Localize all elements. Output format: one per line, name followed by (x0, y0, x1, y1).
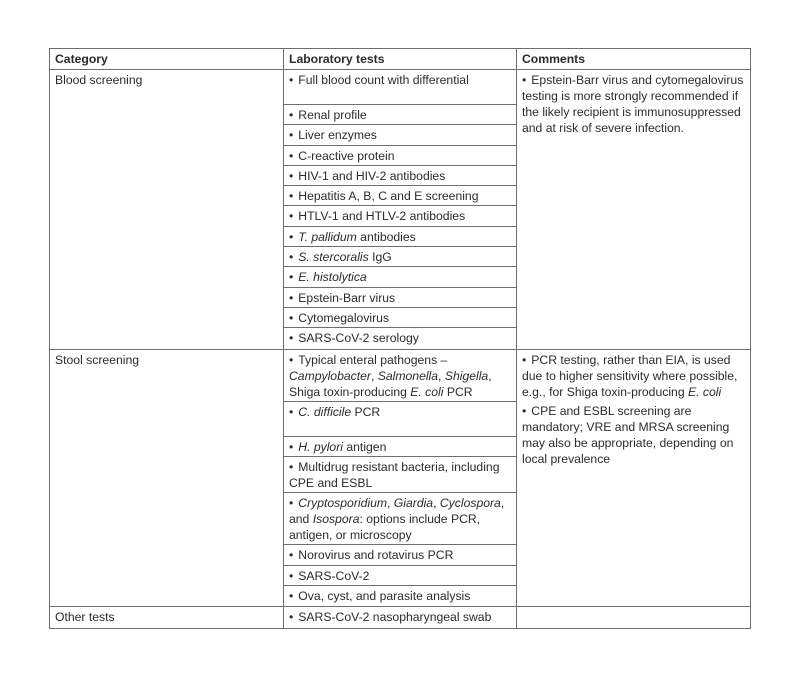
bullet-icon: • (289, 108, 294, 122)
test-item (284, 437, 516, 457)
bullet-icon: • (289, 589, 294, 603)
test-item (284, 146, 516, 166)
header-laboratory-tests: Laboratory tests (284, 49, 517, 69)
bullet-icon: • (289, 496, 294, 510)
test-item (284, 402, 516, 437)
tests-cell (284, 607, 517, 628)
comment-item (522, 352, 745, 400)
text: Hepatitis A, B, C and E screening (298, 189, 479, 203)
bullet-icon: • (289, 405, 294, 419)
italic-text: Cryptosporidium (298, 496, 388, 510)
test-item (284, 457, 516, 493)
test-item (284, 350, 516, 402)
text: IgG (368, 250, 392, 264)
table-header-row (50, 49, 750, 70)
bullet-icon: • (289, 460, 294, 474)
bullet-icon: • (289, 189, 294, 203)
test-item (284, 105, 516, 125)
text: Multidrug resistant bacteria, including CPE and ESBL (289, 460, 500, 490)
text: C-reactive protein (298, 149, 395, 163)
italic-text: H. pylori (298, 440, 343, 454)
test-item (284, 186, 516, 206)
test-item (284, 493, 516, 545)
test-item (284, 247, 516, 267)
text: PCR (351, 405, 381, 419)
italic-text: Cyclospora (439, 496, 501, 510)
italic-text: C. difficile (298, 405, 352, 419)
italic-text: E. coli (410, 385, 444, 399)
test-item (284, 308, 516, 328)
comment-item (522, 403, 745, 467)
bullet-icon: • (289, 73, 294, 87)
test-item (284, 328, 516, 349)
text: Epstein-Barr virus (298, 291, 396, 305)
bullet-icon: • (522, 73, 527, 87)
italic-text: Isospora (312, 512, 360, 526)
italic-text: Shigella (444, 369, 489, 383)
category-cell: Stool screening (50, 350, 284, 606)
category-cell: Blood screening (50, 70, 284, 349)
tests-cell (284, 70, 517, 349)
bullet-icon: • (289, 548, 294, 562)
test-item (284, 166, 516, 186)
text: Epstein-Barr virus and cytomegalovirus testing is more strongly recommended if the likely recipient is immunosuppressed and at risk of severe infection. (522, 73, 744, 135)
text: SARS-CoV-2 serology (298, 331, 419, 345)
text: HTLV-1 and HTLV-2 antibodies (298, 209, 466, 223)
bullet-icon: • (289, 311, 294, 325)
bullet-icon: • (289, 149, 294, 163)
bullet-icon: • (289, 569, 294, 583)
bullet-icon: • (289, 209, 294, 223)
bullet-icon: • (289, 169, 294, 183)
text: SARS-CoV-2 (298, 569, 370, 583)
text: , (438, 369, 445, 383)
italic-text: T. pallidum (298, 230, 357, 244)
test-item (284, 267, 516, 288)
bullet-icon: • (289, 353, 294, 367)
bullet-icon: • (522, 404, 527, 418)
text: Renal profile (298, 108, 367, 122)
italic-text: Salmonella (377, 369, 439, 383)
italic-text: E. coli (687, 385, 722, 399)
test-item (284, 545, 516, 566)
table-row (50, 607, 750, 628)
test-item (284, 70, 516, 105)
italic-text: Giardia (393, 496, 434, 510)
text: , (433, 496, 440, 510)
italic-text: S. stercoralis (298, 250, 369, 264)
bullet-icon: • (289, 440, 294, 454)
text: PCR (443, 385, 473, 399)
test-item (284, 586, 516, 606)
text: Full blood count with differential (298, 73, 469, 87)
text: Ova, cyst, and parasite analysis (298, 589, 471, 603)
text: , (387, 496, 394, 510)
text: HIV-1 and HIV-2 antibodies (298, 169, 446, 183)
bullet-icon: • (289, 331, 294, 345)
header-category: Category (50, 49, 284, 69)
comments-cell (517, 350, 750, 606)
bullet-icon: • (522, 353, 527, 367)
text: antigen (342, 440, 387, 454)
text: CPE and ESBL screening are mandatory; VRE and MRSA screening may also be appropriate, depending on local prevalence (522, 404, 734, 466)
text: Cytomegalovirus (298, 311, 390, 325)
bullet-icon: • (289, 128, 294, 142)
text: Norovirus and rotavirus PCR (298, 548, 454, 562)
bullet-icon: • (289, 230, 294, 244)
text: SARS-CoV-2 nasopharyngeal swab (298, 610, 492, 624)
header-comments: Comments (522, 52, 585, 66)
text: PCR testing, rather than EIA, is used due to higher sensitivity where possible, e.g., for Shiga toxin-producing (522, 353, 738, 399)
bullet-icon: • (289, 250, 294, 264)
text: antibodies (356, 230, 416, 244)
text: , Shiga toxin-producing (289, 369, 492, 399)
test-item (284, 288, 516, 308)
text: , (370, 369, 378, 383)
test-item (284, 566, 516, 586)
text: , and (289, 496, 505, 526)
table-row (50, 350, 750, 607)
category-cell: Other tests (50, 607, 284, 628)
bullet-icon: • (289, 270, 294, 284)
lab-tests-table (49, 48, 751, 629)
text: Liver enzymes (298, 128, 377, 142)
bullet-icon: • (289, 291, 294, 305)
table-row (50, 70, 750, 350)
comment-item (522, 72, 745, 136)
italic-text: Campylobacter (289, 369, 371, 383)
comments-cell (517, 607, 750, 628)
italic-text: E. histolytica (298, 270, 367, 284)
test-item (284, 227, 516, 247)
test-item (284, 607, 516, 628)
test-item (284, 206, 516, 227)
test-item (284, 125, 516, 146)
tests-cell (284, 350, 517, 606)
text: : options include PCR, antigen, or microscopy (289, 512, 481, 542)
text: Typical enteral pathogens – (298, 353, 448, 367)
comments-cell (517, 70, 750, 349)
bullet-icon: • (289, 610, 294, 624)
